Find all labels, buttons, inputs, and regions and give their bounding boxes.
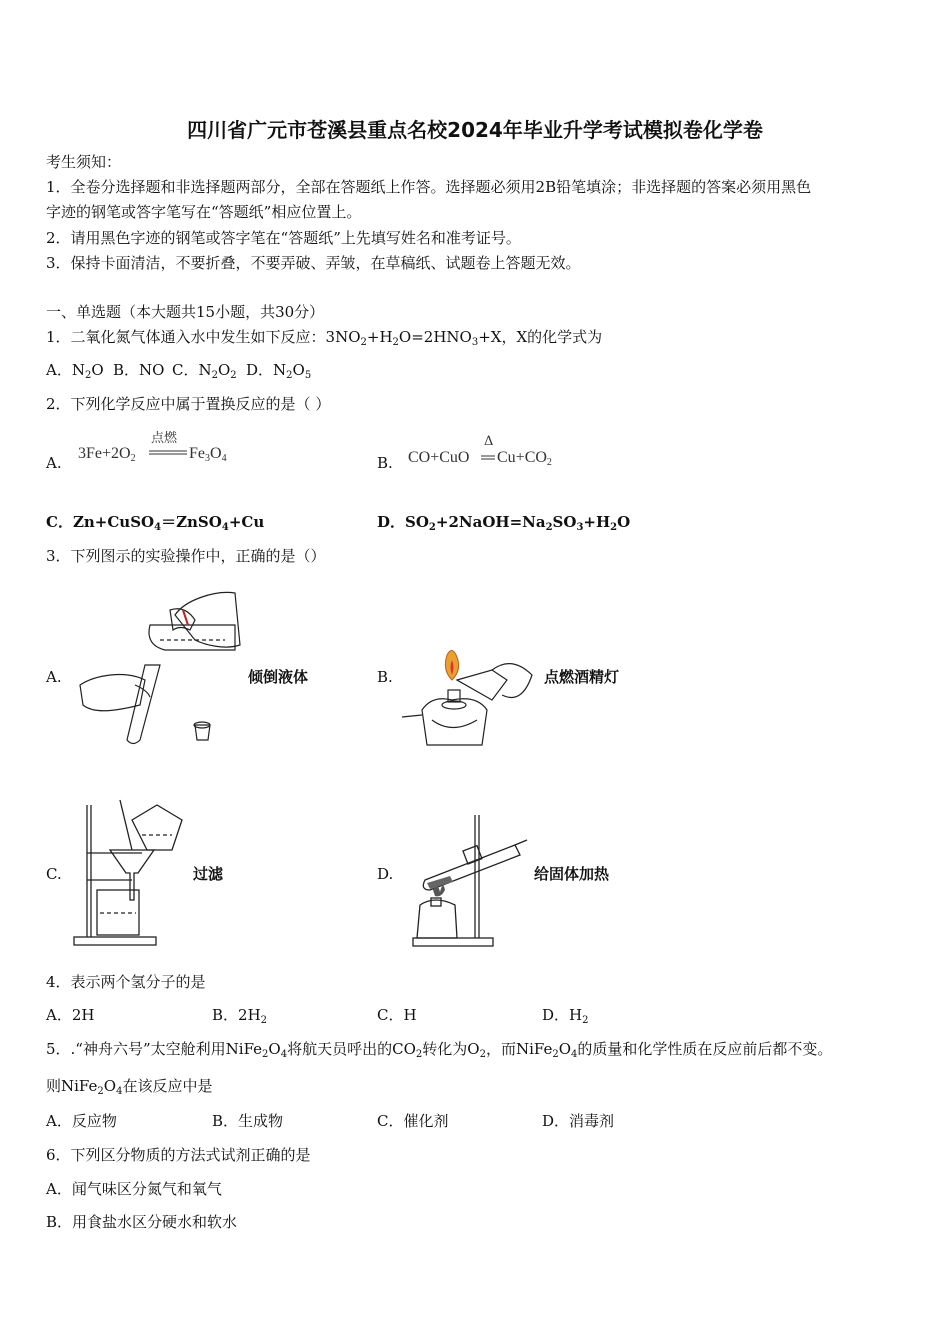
q3-option-c-label: C. <box>46 865 62 883</box>
q1-option-d: D．$N_2O_5$ <box>246 361 312 381</box>
q6-option-b: B．用食盐水区分硬水和软水 <box>46 1213 238 1231</box>
q4-stem: 4．表示两个氢分子的是 <box>46 973 206 991</box>
q4-option-b: B．$2H_2$ <box>212 1006 268 1026</box>
q1-option-b: B．NO <box>113 361 165 379</box>
filtration-illustration <box>72 795 184 950</box>
q3-stem: 3．下列图示的实验操作中，正确的是（） <box>46 547 326 565</box>
q1-option-c: C．$N_2O_2$ <box>172 361 237 381</box>
q1-stem: 1．二氧化氮气体通入水中发生如下反应：$3NO_2+H_2O=2HNO_3+X$，X的化学式为 <box>46 328 603 348</box>
q6-option-a: A．闻气味区分氮气和氧气 <box>46 1180 222 1198</box>
q3-option-d-caption: 给固体加热 <box>534 865 610 883</box>
q2-option-a-label: A. <box>46 454 62 472</box>
q4-option-c: C．H <box>377 1006 417 1024</box>
q2-option-c: C．Zn+CuSO$_4$＝ZnSO$_4$+Cu <box>46 513 265 533</box>
q4-option-d: D．$H_2$ <box>542 1006 589 1026</box>
q2-option-b-condition: Δ <box>484 434 494 449</box>
notice-line-3: 3．保持卡面清洁，不要折叠，不要弄破、弄皱，在草稿纸、试题卷上答题无效。 <box>46 254 581 272</box>
q5-stem: 5．.“神舟六号”太空舱利用$NiFe_2O_4$将航天员呼出的$CO_2$转化为$O_2$，而$NiFe_2O_4$的质量和化学性质在反应前后都不变。 <box>46 1040 833 1060</box>
q5-option-a: A．反应物 <box>46 1112 117 1130</box>
equals-sign-icon <box>481 455 495 461</box>
q2-option-a-right: $Fe_3O_4$ <box>189 445 227 464</box>
q4-option-a: A．2H <box>46 1006 95 1024</box>
q5-option-d: D．消毒剂 <box>542 1112 615 1130</box>
q3-option-a-caption: 倾倒液体 <box>248 668 309 686</box>
q1-option-a: A．$N_2O$ <box>46 361 104 381</box>
q2-option-b-label: B. <box>377 454 393 472</box>
page-title: 四川省广元市苍溪县重点名校2024年毕业升学考试模拟卷化学卷 <box>187 118 763 142</box>
q3-option-b-caption: 点燃酒精灯 <box>544 668 620 686</box>
lighting-alcohol-lamp-illustration <box>402 645 537 753</box>
notice-heading: 考生须知： <box>46 153 122 171</box>
q5-stem-line-2: 则$NiFe_2O_4$在该反应中是 <box>46 1077 213 1097</box>
q3-option-a-label: A. <box>46 668 62 686</box>
q2-option-a-condition: 点燃 <box>151 431 178 446</box>
q5-option-b: B．生成物 <box>212 1112 284 1130</box>
notice-line-2: 2．请用黑色字迹的钢笔或答字笔在“答题纸”上先填写姓名和准考证号。 <box>46 229 521 247</box>
q2-option-a-left: $3Fe+2O_2$ <box>78 445 136 464</box>
notice-line-1: 1．全卷分选择题和非选择题两部分，全部在答题纸上作答。选择题必须用2B铅笔填涂；非选择题的答案必须用黑色 <box>46 178 812 196</box>
section-heading: 一、单选题（本大题共15小题，共30分） <box>46 303 325 321</box>
equals-sign-icon <box>149 450 187 456</box>
notice-line-1b: 字迹的钢笔或答字笔写在“答题纸”相应位置上。 <box>46 203 362 221</box>
q2-option-d: D．$SO_2+2NaOH=Na_2SO_3+H_2O$ <box>377 513 631 533</box>
q3-option-d-label: D. <box>377 865 394 883</box>
q2-stem: 2．下列化学反应中属于置换反应的是（ ） <box>46 395 331 413</box>
q2-option-b-right: $Cu+CO_2$ <box>497 449 552 468</box>
q3-option-b-label: B. <box>377 668 393 686</box>
q2-option-b-left: CO+CuO <box>408 449 470 466</box>
q3-option-c-caption: 过滤 <box>193 865 224 883</box>
pouring-liquid-illustration <box>75 585 245 750</box>
heating-solid-illustration <box>405 810 535 950</box>
q5-option-c: C．催化剂 <box>377 1112 449 1130</box>
q6-stem: 6．下列区分物质的方法式试剂正确的是 <box>46 1146 311 1164</box>
